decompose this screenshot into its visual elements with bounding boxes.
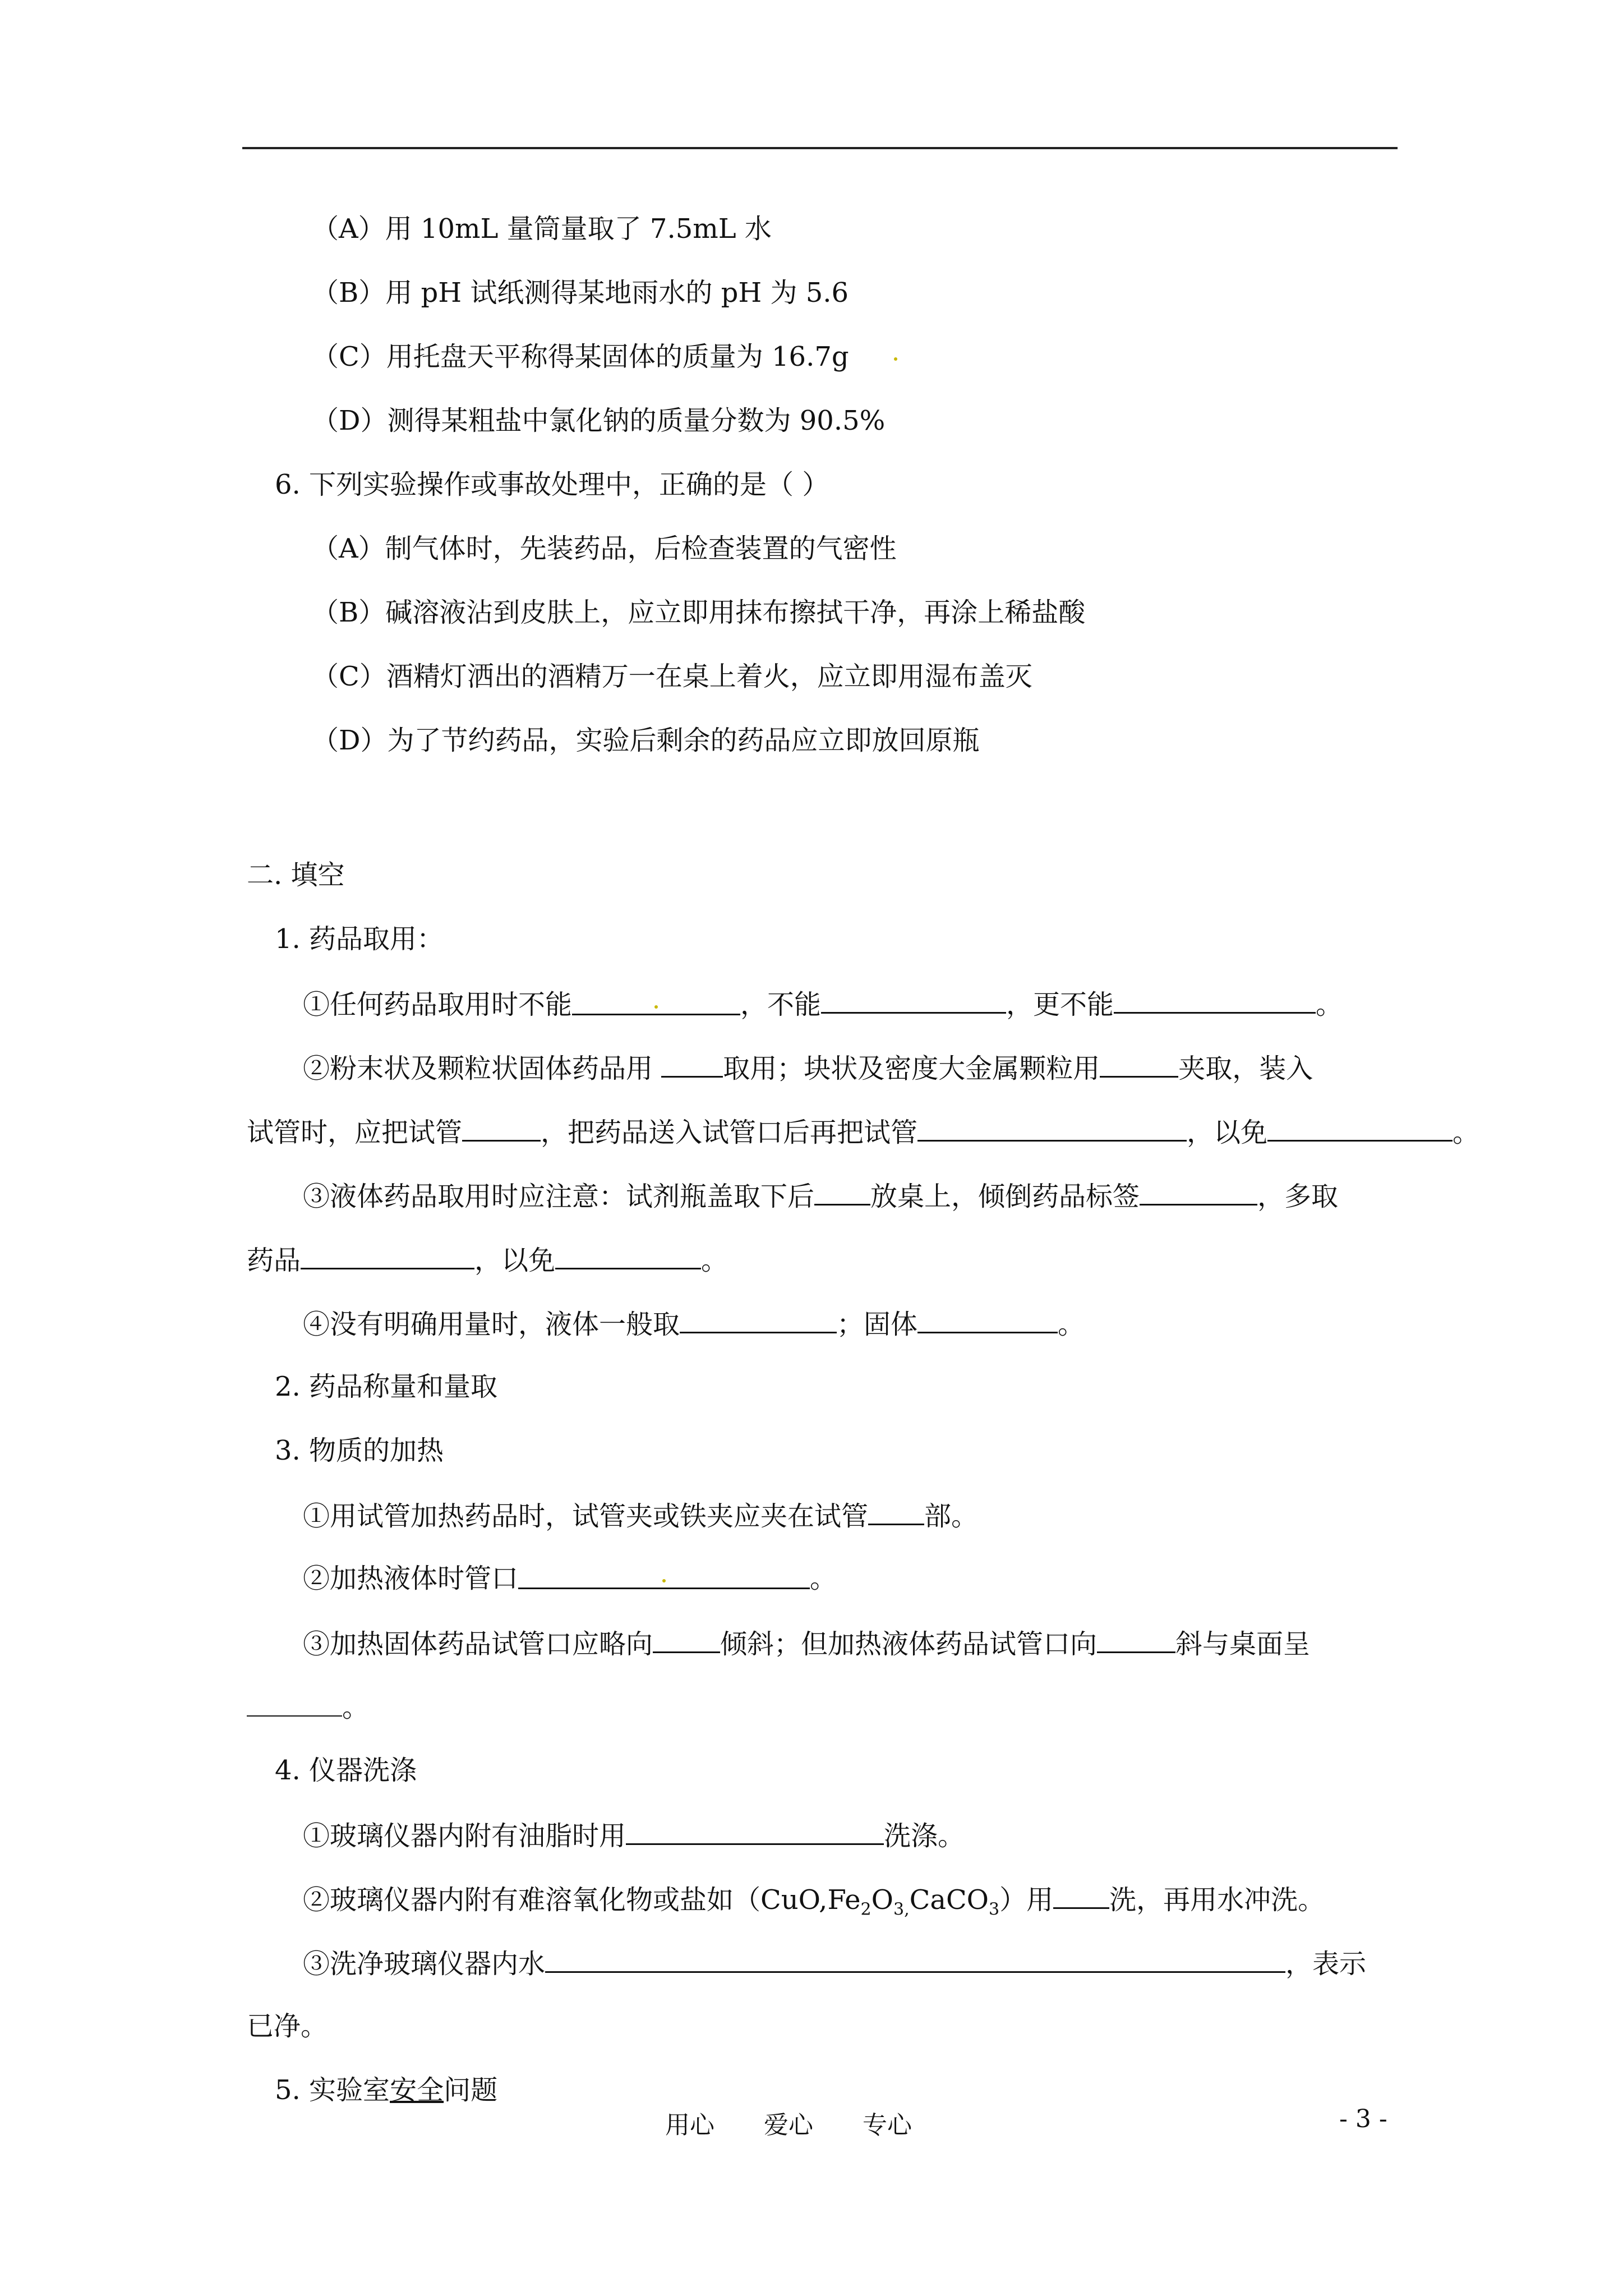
- blank: [1267, 1114, 1453, 1142]
- blank: [1100, 1050, 1178, 1078]
- blank: [661, 1050, 723, 1078]
- q5-option-d: （D）测得某粗盐中氯化钠的质量分数为 90.5%: [312, 405, 886, 436]
- blank: [1140, 1178, 1257, 1205]
- item-4-1: ①玻璃仪器内附有油脂时用 洗涤。: [303, 1818, 965, 1853]
- blank: [1053, 1881, 1109, 1909]
- footer-motto-3: 专心: [863, 2111, 912, 2139]
- item-3-3-line1: ③加热固体药品试管口应略向 倾斜；但加热液体药品试管口向 斜与桌面呈: [303, 1626, 1310, 1661]
- q6-option-d: （D）为了节约药品，实验后剩余的药品应立即放回原瓶: [312, 725, 980, 756]
- q6-option-b: （B）碱溶液沾到皮肤上，应立即用抹布擦拭干净，再涂上稀盐酸: [312, 597, 1086, 628]
- blank: [814, 1178, 870, 1205]
- item-3-1: ①用试管加热药品时，试管夹或铁夹应夹在试管 部。: [303, 1498, 978, 1533]
- item-4-3-line2: 已净。: [247, 2010, 328, 2042]
- item-1-1: ①任何药品取用时不能 ，不能 ，更不能 。: [303, 986, 1343, 1022]
- blank: [917, 1306, 1058, 1333]
- stray-dot: [894, 357, 897, 361]
- item-1-2-line2: 试管时，应把试管 ，把药品送入试管口后再把试管 ，以免 。: [247, 1114, 1479, 1149]
- item-1-3-line1: ③液体药品取用时应注意：试剂瓶盖取下后 放桌上，倾倒药品标签 ，多取: [303, 1178, 1338, 1213]
- blank: [247, 1690, 342, 1717]
- item-3-2: ②加热液体时管口 。: [303, 1563, 837, 1594]
- q5-option-b: （B）用 pH 试纸测得某地雨水的 pH 为 5.6: [312, 277, 849, 309]
- item-1-2-line1: ②粉末状及颗粒状固体药品用 取用；块状及密度大金属颗粒用 夹取，装入: [303, 1050, 1313, 1085]
- q6-option-c: （C）酒精灯洒出的酒精万一在桌上着火，应立即用湿布盖灭: [312, 661, 1032, 692]
- q5-option-c: （C）用托盘天平称得某固体的质量为 16.7g: [312, 340, 897, 374]
- q5-option-a: （A）用 10mL 量筒量取了 7.5mL 水: [312, 213, 772, 245]
- blank: [555, 1242, 701, 1269]
- blank: [821, 986, 1006, 1014]
- item-3-heading: 3. 物质的加热: [275, 1435, 444, 1466]
- item-5-heading: 5. 实验室安全问题: [275, 2074, 498, 2106]
- page-number: - 3 -: [1339, 2105, 1387, 2133]
- blank: [1097, 1626, 1175, 1653]
- section-title: 二. 填空: [247, 859, 345, 891]
- blank: [462, 1114, 541, 1142]
- header-rule: [242, 147, 1398, 149]
- item-4-2: ②玻璃仪器内附有难溶氧化物或盐如$(CuO,Fe_2O_{3,}CaCO_3)$用 洗，再用水冲洗。: [303, 1881, 1325, 1927]
- item-1-3-line2: 药品 ，以免 。: [247, 1242, 728, 1277]
- blank: [1114, 986, 1316, 1014]
- blank: [518, 1562, 810, 1589]
- blank: [868, 1498, 924, 1525]
- item-4-heading: 4. 仪器洗涤: [275, 1755, 417, 1786]
- blank: [917, 1114, 1187, 1142]
- blank: [680, 1306, 837, 1333]
- item-1-heading: 1. 药品取用：: [275, 923, 444, 955]
- item-3-3-line2: 。: [247, 1690, 369, 1724]
- blank: [653, 1626, 720, 1653]
- item-1-4: ④没有明确用量时，液体一般取 ；固体 。: [303, 1306, 1085, 1341]
- blank: [301, 1242, 474, 1269]
- q6-stem: 6. 下列实验操作或事故处理中，正确的是（ ）: [275, 469, 829, 500]
- blank: [572, 988, 740, 1015]
- item-2-heading: 2. 药品称量和量取: [275, 1371, 498, 1402]
- q6-option-a: （A）制气体时，先装药品，后检查装置的气密性: [312, 533, 897, 564]
- item-4-3-line1: ③洗净玻璃仪器内水 ，表示: [303, 1945, 1366, 1981]
- footer-motto-2: 爱心: [764, 2111, 813, 2139]
- blank: [626, 1818, 884, 1845]
- blank: [545, 1945, 1285, 1973]
- footer-motto-1: 用心: [665, 2111, 714, 2139]
